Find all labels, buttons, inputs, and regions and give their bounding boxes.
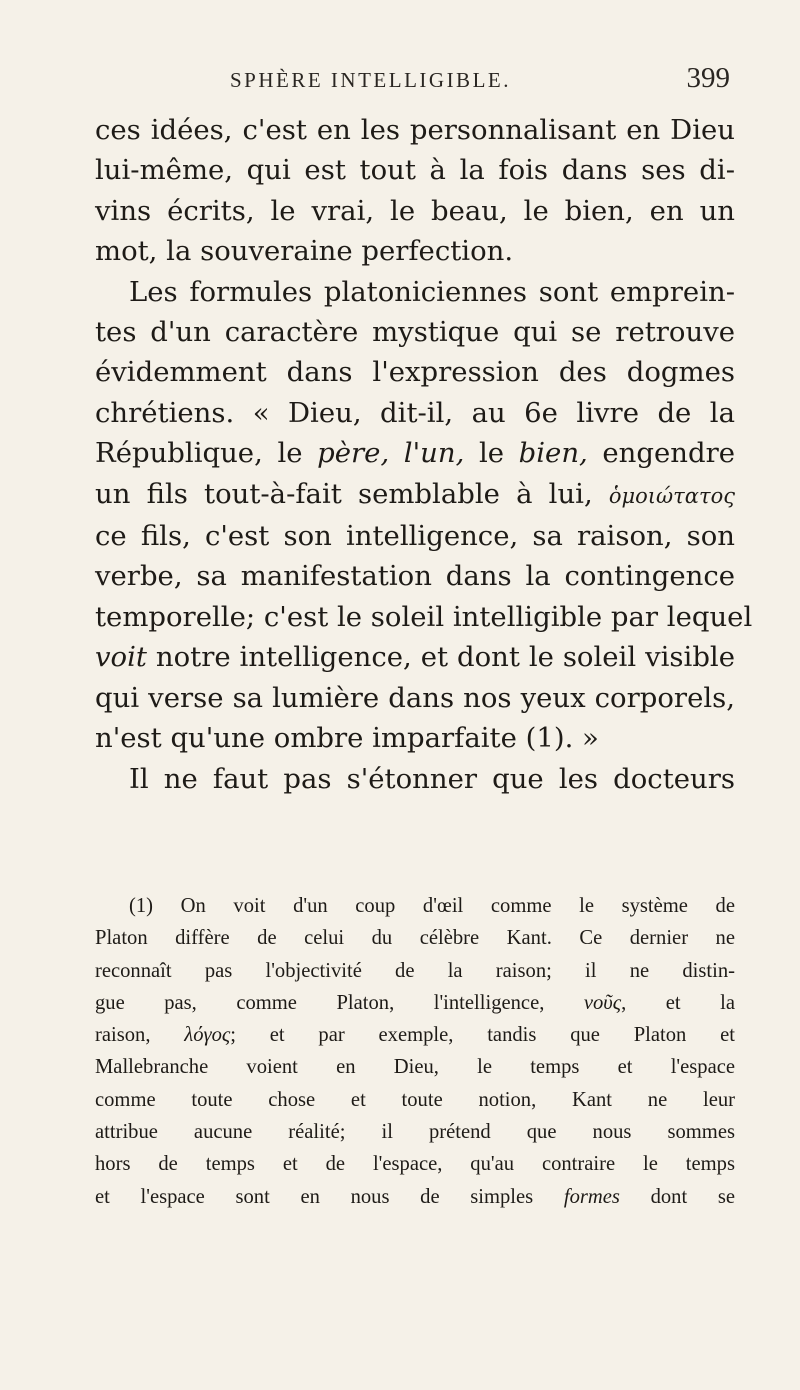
body-line: Il ne faut pas s'étonner que les docteurs	[129, 762, 735, 795]
body-line: ce fils, c'est son intelligence, sa raison, son	[95, 520, 735, 553]
text-run: ; et par exemple, tandis que Platon et	[230, 1024, 736, 1047]
text-run: gue pas, comme Platon, l'intelligence,	[95, 991, 584, 1014]
text-run: notre intelligence, et dont le soleil visible	[146, 641, 735, 674]
footnote-line: Mallebranche voient en Dieu, le temps et l'espace	[95, 1056, 735, 1079]
greek-word: νοῦς	[583, 991, 622, 1014]
text-run: République, le	[95, 437, 318, 470]
body-line: mot, la souveraine perfection.	[95, 235, 514, 268]
footnote-line	[95, 1019, 735, 1051]
footnote-line: reconnaît pas l'objectivité de la raison; il ne distin-	[95, 959, 735, 982]
emphasis-text: bien,	[518, 437, 588, 470]
body-line: temporelle; c'est le soleil intelligible par lequel	[95, 600, 753, 633]
footnote-line: hors de temps et de l'espace, qu'au contraire le temps	[95, 1153, 735, 1176]
body-line	[95, 433, 735, 473]
body-line	[95, 474, 735, 516]
emphasis-text: père, l'un,	[317, 437, 465, 470]
body-text	[95, 110, 753, 799]
text-run: et l'espace sont en nous de simples	[95, 1185, 564, 1208]
text-run: raison,	[95, 1024, 185, 1047]
body-line: verbe, sa manifestation dans la contingence	[95, 560, 735, 593]
body-line: qui verse sa lumière dans nos yeux corporels,	[95, 681, 735, 714]
body-line	[95, 637, 735, 677]
text-run: , et la	[621, 991, 735, 1014]
body-line: vins écrits, le vrai, le beau, le bien, en un	[95, 194, 735, 227]
page-number: 399	[686, 62, 730, 94]
footnote-line: comme toute chose et toute notion, Kant ne leur	[95, 1088, 735, 1111]
footnote-line: (1) On voit d'un coup d'œil comme le système de	[129, 895, 735, 917]
emphasis-text: formes	[563, 1185, 620, 1208]
body-line: évidemment dans l'expression des dogmes	[95, 356, 735, 389]
body-line: n'est qu'une ombre imparfaite (1). »	[95, 722, 599, 755]
body-line: chrétiens. « Dieu, dit-il, au 6e livre de la	[95, 396, 735, 429]
body-line: ces idées, c'est en les personnalisant en Dieu	[95, 114, 735, 146]
page-header	[230, 62, 730, 102]
footnote-line	[95, 1181, 735, 1213]
body-line: Les formules platoniciennes sont emprein-	[129, 275, 735, 308]
footnote	[95, 890, 735, 1213]
footnote-line	[95, 987, 735, 1019]
emphasis-text: voit	[95, 641, 147, 674]
text-run: dont se	[619, 1185, 735, 1208]
text-run: le	[464, 437, 519, 470]
greek-word: λόγος	[184, 1024, 231, 1047]
body-line: lui-même, qui est tout à la fois dans ses di-	[95, 154, 735, 187]
body-line: tes d'un caractère mystique qui se retrouve	[95, 316, 735, 349]
footnote-line: Platon diffère de celui du célèbre Kant. Ce dernier ne	[95, 927, 735, 950]
running-title: SPHÈRE INTELLIGIBLE.	[230, 68, 511, 92]
greek-word: ὁμοιώτατος	[608, 483, 735, 508]
text-run: un fils tout-à-fait semblable à lui,	[95, 477, 609, 510]
footnote-line: attribue aucune réalité; il prétend que nous sommes	[95, 1121, 735, 1144]
text-run: engendre	[587, 437, 735, 470]
